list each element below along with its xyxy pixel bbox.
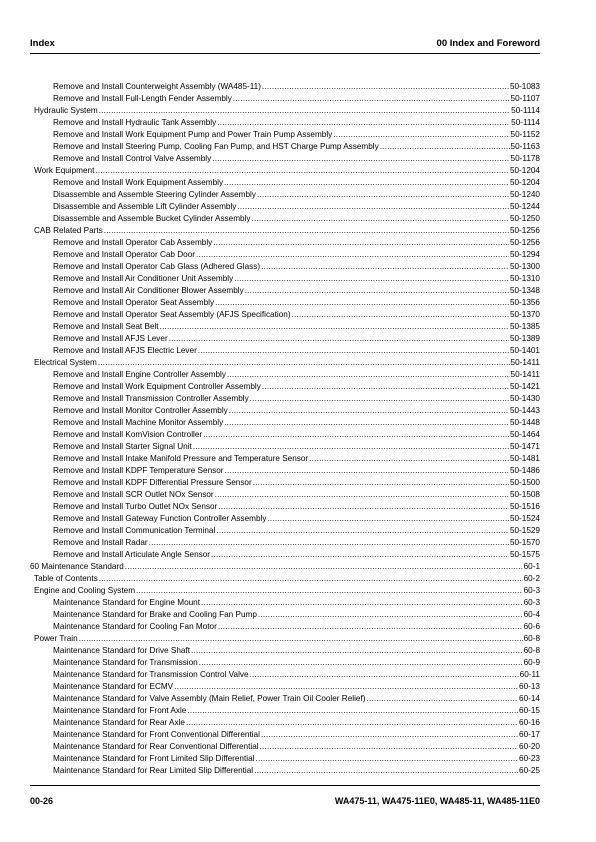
toc-entry-title: Remove and Install Steering Pump, Cooling Fan Pump, and HST Charge Pump Assembly	[53, 142, 379, 151]
toc-entry[interactable]	[30, 285, 540, 297]
dot-leader	[98, 357, 510, 369]
dot-leader	[79, 633, 523, 645]
dot-leader	[215, 297, 509, 309]
toc-entry[interactable]	[30, 561, 540, 573]
dot-leader	[125, 561, 523, 573]
page-footer	[30, 796, 540, 810]
toc-entry-page: 50-1310	[509, 274, 540, 283]
toc-entry-page: 50-1250	[509, 214, 540, 223]
toc-entry-title: Engine and Cooling System	[34, 586, 136, 595]
dot-leader	[229, 405, 509, 417]
toc-entry-title: Remove and Install Air Conditioner Blower Assembly	[53, 286, 244, 295]
toc-entry[interactable]	[30, 189, 540, 201]
footer-divider	[30, 785, 540, 786]
toc-entry[interactable]	[30, 417, 540, 429]
toc-entry[interactable]	[30, 309, 540, 321]
toc-entry-title: Remove and Install Operator Seat Assembly (AFJS Specification)	[53, 310, 291, 319]
toc-entry-page: 50-1471	[509, 442, 540, 451]
dot-leader	[250, 669, 519, 681]
toc-entry-page: 60-6	[523, 622, 540, 631]
toc-entry[interactable]	[30, 261, 540, 273]
dot-leader	[245, 285, 509, 297]
toc-entry-title: Disassemble and Assemble Bucket Cylinder Assembly	[53, 214, 251, 223]
toc-entry-title: Maintenance Standard for Cooling Fan Motor	[53, 622, 217, 631]
dot-leader	[199, 657, 523, 669]
toc-entry-page: 50-1430	[509, 394, 540, 403]
toc-entry[interactable]	[30, 621, 540, 633]
toc-entry-title: Remove and Install Radar	[53, 538, 148, 547]
toc-entry-page: 60-17	[519, 730, 540, 739]
toc-entry-title: Remove and Install Air Conditioner Unit Assembly	[53, 274, 234, 283]
toc-entry-page: 50-1370	[509, 310, 540, 319]
dot-leader	[366, 693, 518, 705]
toc-entry-page: 50-1486	[509, 466, 540, 475]
toc-entry-title: Maintenance Standard for ECMV	[53, 682, 174, 691]
dot-leader	[262, 81, 509, 93]
page-header	[30, 38, 540, 52]
toc-entry-page: 50-1114	[511, 118, 540, 127]
dot-leader	[261, 729, 518, 741]
toc-entry[interactable]	[30, 321, 540, 333]
toc-entry-title: Remove and Install KDPF Differential Pressure Sensor	[53, 478, 252, 487]
toc-entry-page: 50-1516	[509, 502, 540, 511]
toc-entry[interactable]	[30, 657, 540, 669]
toc-entry-title: Remove and Install Communication Terminal	[53, 526, 216, 535]
toc-entry-title: Remove and Install Engine Controller Assembly	[53, 370, 226, 379]
toc-entry-title: Remove and Install KDPF Temperature Sensor	[53, 466, 224, 475]
toc-entry-page: 50-1448	[509, 418, 540, 427]
toc-entry-page: 50-1204	[509, 178, 540, 187]
toc-entry[interactable]	[30, 741, 540, 753]
dot-leader	[99, 105, 510, 117]
toc-entry[interactable]	[30, 345, 540, 357]
toc-entry-title: Remove and Install Operator Cab Door	[53, 250, 195, 259]
toc-entry-page: 60-8	[523, 634, 540, 643]
toc-entry-title: Maintenance Standard for Rear Axle	[53, 718, 185, 727]
dot-leader	[215, 489, 509, 501]
dot-leader	[260, 741, 518, 753]
toc-entry-page: 50-1575	[509, 550, 540, 559]
toc-entry-title: Electrical System	[34, 358, 97, 367]
toc-entry-page: 50-1570	[509, 538, 540, 547]
toc-entry[interactable]	[30, 525, 540, 537]
dot-leader	[380, 141, 510, 153]
toc-entry[interactable]	[30, 585, 540, 597]
toc-entry-title: Remove and Install AFJS Electric Lever	[53, 346, 197, 355]
model-list: WA475-11, WA475-11E0, WA485-11, WA485-11E0	[334, 796, 540, 806]
dot-leader	[198, 345, 509, 357]
toc-entry-page: 50-1385	[509, 322, 540, 331]
toc-entry-title: Remove and Install SCR Outlet NOx Sensor	[53, 490, 214, 499]
toc-entry[interactable]	[30, 273, 540, 285]
toc-entry-page: 60-23	[519, 754, 540, 763]
toc-entry[interactable]	[30, 177, 540, 189]
toc-entry[interactable]	[30, 357, 540, 369]
dot-leader	[234, 273, 509, 285]
toc-entry[interactable]	[30, 141, 540, 153]
dot-leader	[218, 621, 523, 633]
toc-entry-title: Remove and Install Work Equipment Assembly	[53, 178, 224, 187]
toc-entry-page: 60-8	[523, 646, 540, 655]
toc-entry-title: Table of Contents	[34, 574, 98, 583]
dot-leader	[261, 261, 509, 273]
toc-entry[interactable]	[30, 573, 540, 585]
toc-entry-page: 50-1240	[509, 190, 540, 199]
toc-entry[interactable]	[30, 105, 540, 117]
toc-entry[interactable]	[30, 249, 540, 261]
toc-entry-page: 60-11	[519, 670, 540, 679]
dot-leader	[224, 177, 509, 189]
toc-entry-title: Remove and Install Operator Seat Assembly	[53, 298, 215, 307]
dot-leader	[211, 549, 509, 561]
toc-entry[interactable]	[30, 213, 540, 225]
toc-entry-title: Remove and Install Operator Cab Glass (Adhered Glass)	[53, 262, 261, 271]
toc-entry-title: Remove and Install Intake Manifold Pressure and Temperature Sensor	[53, 454, 309, 463]
toc-entry-page: 50-1107	[510, 94, 540, 103]
toc-entry-title: Disassemble and Assemble Steering Cylinder Assembly	[53, 190, 256, 199]
toc-entry-title: Work Equipment	[34, 166, 95, 175]
toc-entry-page: 50-1300	[509, 262, 540, 271]
toc-entry-page: 60-15	[519, 706, 540, 715]
toc-entry-page: 50-1163	[510, 142, 540, 151]
toc-entry-page: 50-1294	[509, 250, 540, 259]
toc-entry-title: Disassemble and Assemble Lift Cylinder Assembly	[53, 202, 237, 211]
dot-leader	[186, 717, 518, 729]
dot-leader	[216, 525, 509, 537]
dot-leader	[99, 573, 523, 585]
toc-entry[interactable]	[30, 129, 540, 141]
dot-leader	[136, 585, 523, 597]
toc-entry-page: 50-1114	[511, 106, 540, 115]
toc-entry-title: Remove and Install Work Equipment Controller Assembly	[53, 382, 261, 391]
toc-entry-page: 50-1524	[509, 514, 540, 523]
toc-entry-title: Remove and Install Gateway Function Controller Assembly	[53, 514, 267, 523]
toc-entry-page: 50-1204	[509, 166, 540, 175]
toc-entry[interactable]	[30, 513, 540, 525]
toc-entry-title: Maintenance Standard for Rear Conventional Differential	[53, 742, 259, 751]
toc-entry-page: 60-9	[523, 658, 540, 667]
toc-entry[interactable]	[30, 489, 540, 501]
toc-entry[interactable]	[30, 645, 540, 657]
toc-entry[interactable]	[30, 549, 540, 561]
toc-entry[interactable]	[30, 93, 540, 105]
toc-entry-title: Remove and Install Counterweight Assembly (WA485-11)	[53, 82, 261, 91]
toc-entry[interactable]	[30, 393, 540, 405]
toc-entry-page: 50-1152	[510, 130, 540, 139]
toc-entry-title: Maintenance Standard for Transmission Control Valve	[53, 670, 249, 679]
dot-leader	[174, 681, 518, 693]
toc-entry[interactable]	[30, 681, 540, 693]
toc-entry-page: 50-1411	[510, 370, 540, 379]
toc-entry-title: Remove and Install Work Equipment Pump and Power Train Pump Assembly	[53, 130, 333, 139]
dot-leader	[257, 189, 509, 201]
toc-entry-page: 50-1401	[509, 346, 540, 355]
dot-leader	[95, 165, 509, 177]
header-chapter-title: 00 Index and Foreword	[436, 38, 540, 49]
toc-entry-page: 50-1529	[509, 526, 540, 535]
dot-leader	[218, 501, 509, 513]
toc-entry-title: Remove and Install Hydraulic Tank Assembly	[53, 118, 217, 127]
toc-entry[interactable]	[30, 705, 540, 717]
dot-leader	[104, 225, 509, 237]
toc-entry-title: Maintenance Standard for Brake and Cooling Fan Pump	[53, 610, 257, 619]
toc-entry[interactable]	[30, 333, 540, 345]
toc-entry[interactable]	[30, 441, 540, 453]
toc-entry-page: 50-1443	[509, 406, 540, 415]
toc-entry[interactable]	[30, 477, 540, 489]
dot-leader	[292, 309, 509, 321]
dot-leader	[225, 465, 509, 477]
toc-entry[interactable]	[30, 597, 540, 609]
toc-entry-page: 50-1256	[509, 238, 540, 247]
toc-entry-page: 60-20	[519, 742, 540, 751]
toc-entry-page: 50-1244	[509, 202, 540, 211]
toc-entry[interactable]	[30, 693, 540, 705]
toc-entry-title: Maintenance Standard for Rear Limited Slip Differential	[53, 766, 254, 775]
toc-entry[interactable]	[30, 381, 540, 393]
dot-leader	[201, 597, 523, 609]
dot-leader	[309, 453, 509, 465]
dot-leader	[333, 129, 509, 141]
toc-entry-page: 50-1481	[509, 454, 540, 463]
dot-leader	[237, 201, 509, 213]
toc-entry[interactable]	[30, 465, 540, 477]
toc-entry-page: 60-14	[519, 694, 540, 703]
toc-entry-page: 50-1256	[509, 226, 540, 235]
toc-entry[interactable]	[30, 117, 540, 129]
toc-entry-title: Remove and Install KomVision Controller	[53, 430, 203, 439]
toc-entry-title: Remove and Install Machine Monitor Assembly	[53, 418, 224, 427]
toc-entry-title: Maintenance Standard for Front Conventional Differential	[53, 730, 260, 739]
dot-leader	[255, 753, 518, 765]
toc-entry[interactable]	[30, 669, 540, 681]
dot-leader	[196, 249, 509, 261]
dot-leader	[160, 321, 509, 333]
dot-leader	[254, 765, 518, 777]
dot-leader	[217, 117, 510, 129]
toc-entry-title: Remove and Install Transmission Controller Assembly	[53, 394, 249, 403]
toc-entry-page: 60-4	[523, 610, 540, 619]
dot-leader	[193, 441, 509, 453]
toc-entry[interactable]	[30, 717, 540, 729]
dot-leader	[187, 705, 518, 717]
toc-entry[interactable]	[30, 81, 540, 93]
toc-entry[interactable]	[30, 501, 540, 513]
toc-entry-page: 60-3	[523, 586, 540, 595]
dot-leader	[252, 213, 509, 225]
dot-leader	[258, 609, 523, 621]
dot-leader	[213, 237, 509, 249]
dot-leader	[267, 513, 509, 525]
toc-entry[interactable]	[30, 297, 540, 309]
toc-entry-page: 60-16	[519, 718, 540, 727]
toc-entry-title: CAB Related Parts	[34, 226, 103, 235]
toc-entry[interactable]	[30, 429, 540, 441]
toc-entry-page: 50-1178	[510, 154, 540, 163]
toc-entry-title: Remove and Install Turbo Outlet NOx Sensor	[53, 502, 218, 511]
dot-leader	[224, 417, 509, 429]
dot-leader	[203, 429, 509, 441]
toc-entry-page: 50-1421	[509, 382, 540, 391]
header-divider	[30, 53, 540, 54]
toc-entry[interactable]	[30, 405, 540, 417]
toc-entry-title: Remove and Install Monitor Controller Assembly	[53, 406, 228, 415]
toc-entry-page: 60-13	[519, 682, 540, 691]
dot-leader	[169, 333, 509, 345]
dot-leader	[262, 381, 509, 393]
toc-entry-page: 50-1411	[510, 358, 540, 367]
toc-entry-title: Remove and Install Starter Signal Unit	[53, 442, 192, 451]
toc-entry[interactable]	[30, 633, 540, 645]
toc-entry-page: 60-3	[523, 598, 540, 607]
toc-entry[interactable]	[30, 609, 540, 621]
dot-leader	[253, 477, 509, 489]
toc-entry-title: Remove and Install Seat Belt	[53, 322, 159, 331]
toc-entry-title: Maintenance Standard for Transmission	[53, 658, 198, 667]
page-number: 00-26	[30, 796, 54, 806]
toc-entry[interactable]	[30, 153, 540, 165]
toc-entry-page: 50-1083	[509, 82, 540, 91]
toc-entry-page: 60-25	[519, 766, 540, 775]
toc-entry[interactable]	[30, 201, 540, 213]
toc-entry-title: 60 Maintenance Standard	[30, 562, 124, 571]
toc-entry[interactable]	[30, 765, 540, 777]
toc-entry-title: Remove and Install Full-Length Fender Assembly	[53, 94, 232, 103]
toc-entry[interactable]	[30, 225, 540, 237]
toc-entry-page: 50-1508	[509, 490, 540, 499]
toc-entry-page: 50-1389	[509, 334, 540, 343]
toc-entry-title: Remove and Install Articulate Angle Sensor	[53, 550, 211, 559]
toc-entry[interactable]	[30, 753, 540, 765]
toc-entry[interactable]	[30, 453, 540, 465]
toc-entry[interactable]	[30, 165, 540, 177]
toc-entry-page: 50-1356	[509, 298, 540, 307]
toc-entry-page: 50-1500	[509, 478, 540, 487]
toc-entry-page: 50-1464	[509, 430, 540, 439]
dot-leader	[191, 645, 523, 657]
table-of-contents	[30, 81, 540, 777]
toc-entry-title: Maintenance Standard for Valve Assembly (Main Relief, Power Train Oil Cooler Relief)	[53, 694, 366, 703]
dot-leader	[250, 393, 509, 405]
toc-entry-title: Maintenance Standard for Drive Shaft	[53, 646, 190, 655]
toc-entry-title: Power Train	[34, 634, 78, 643]
toc-entry-title: Maintenance Standard for Front Limited Slip Differential	[53, 754, 255, 763]
toc-entry[interactable]	[30, 369, 540, 381]
toc-entry-title: Hydraulic System	[34, 106, 98, 115]
toc-entry[interactable]	[30, 729, 540, 741]
toc-entry-page: 60-1	[523, 562, 540, 571]
toc-entry[interactable]	[30, 537, 540, 549]
header-section-title: Index	[30, 38, 55, 49]
toc-entry-title: Remove and Install Control Valve Assembly	[53, 154, 212, 163]
dot-leader	[212, 153, 509, 165]
toc-entry-title: Maintenance Standard for Engine Mount	[53, 598, 201, 607]
toc-entry-title: Remove and Install Operator Cab Assembly	[53, 238, 213, 247]
toc-entry[interactable]	[30, 237, 540, 249]
toc-entry-page: 60-2	[523, 574, 540, 583]
toc-entry-title: Remove and Install AFJS Lever	[53, 334, 168, 343]
dot-leader	[227, 369, 510, 381]
dot-leader	[149, 537, 509, 549]
toc-entry-title: Maintenance Standard for Front Axle	[53, 706, 187, 715]
dot-leader	[233, 93, 510, 105]
toc-entry-page: 50-1348	[509, 286, 540, 295]
